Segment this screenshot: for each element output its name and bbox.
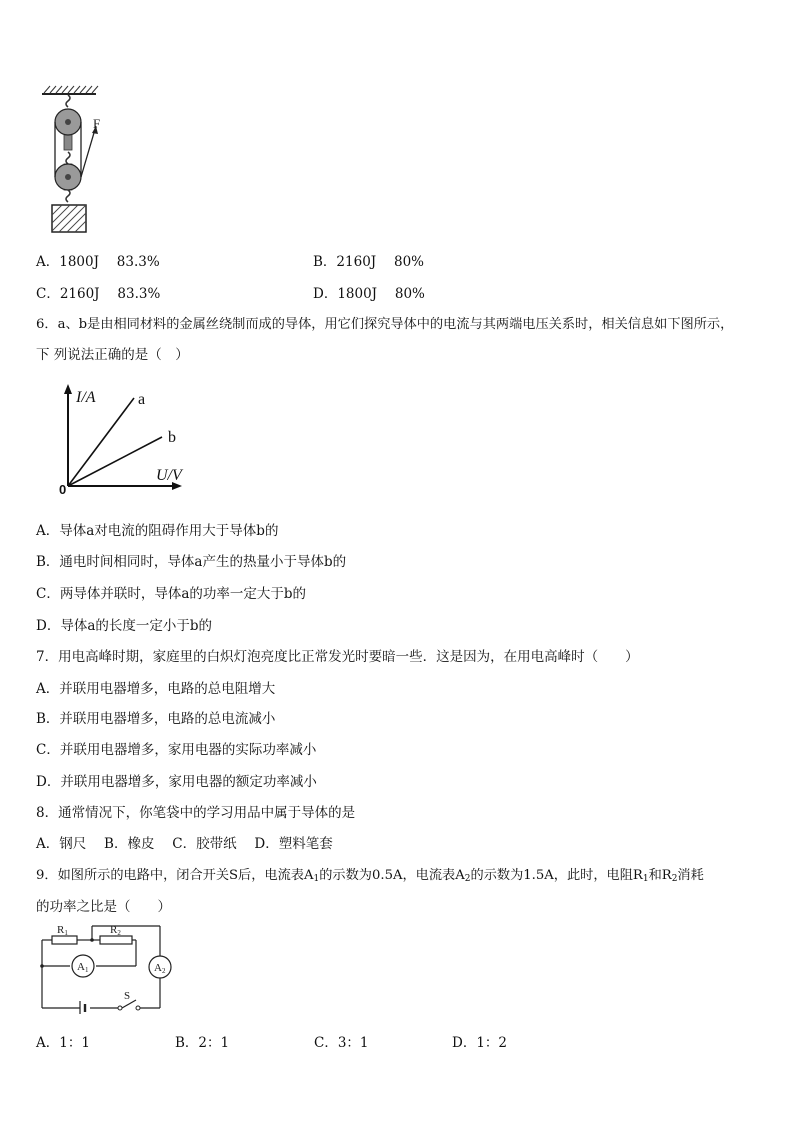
q9-option-b[interactable]: B．2：1 [175, 1035, 230, 1051]
q6-option-d[interactable]: D．导体a的长度一定小于b的 [36, 618, 213, 634]
force-label: F [93, 116, 101, 131]
q7-option-b[interactable]: B．并联用电器增多，电路的总电流减小 [36, 711, 276, 727]
q6-stem-line1: 6．a、b是由相同材料的金属丝绕制而成的导体，用它们探究导体中的电流与其两端电压关系时，相关信息如下图所示， [36, 317, 734, 332]
q5-option-d[interactable]: D．1800J 80% [313, 286, 425, 302]
origin-label: 0 [59, 482, 67, 497]
r1-label: R1 [57, 924, 68, 937]
q5-option-b[interactable]: B．2160J 80% [313, 254, 424, 270]
q9-stem-line1: 9．如图所示的电路中，闭合开关S后，电流表$A_1$的示数为0.5A，电流表$A_2$的示数为1.5A，此时，电阻$R_1$和$R_2$消耗 [36, 868, 704, 884]
q7-option-c[interactable]: C．并联用电器增多，家用电器的实际功率减小 [36, 742, 317, 758]
r2-label: R2 [110, 924, 121, 937]
q7-stem: 7．用电高峰时期，家庭里的白炽灯泡亮度比正常发光时要暗一些．这是因为，在用电高峰时（ ） [36, 649, 639, 665]
q8-option-b[interactable]: B．橡皮 [104, 836, 155, 852]
q9-option-d[interactable]: D．1：2 [452, 1035, 508, 1051]
ammeter-a2-label: A2 [154, 962, 166, 975]
circuit-diagram [36, 922, 182, 1014]
q7-option-a[interactable]: A．并联用电器增多，电路的总电阻增大 [36, 681, 276, 697]
q9-stem-line2: 的功率之比是（ ） [36, 899, 171, 915]
ammeter-a1-label: A1 [77, 961, 89, 974]
q5-option-a[interactable]: A．1800J 83.3% [36, 254, 160, 270]
q6-option-c[interactable]: C．两导体并联时，导体a的功率一定大于b的 [36, 586, 307, 602]
x-axis-label: U/V [156, 467, 182, 484]
q6-stem-line2: 下 列说法正确的是（ ） [36, 347, 189, 363]
q9-option-a[interactable]: A．1：1 [36, 1035, 90, 1051]
q5-option-c[interactable]: C．2160J 83.3% [36, 286, 161, 302]
q6-option-b[interactable]: B．通电时间相同时，导体a产生的热量小于导体b的 [36, 554, 347, 570]
q8-option-d[interactable]: D．塑料笔套 [254, 836, 333, 852]
line-a-label: a [138, 391, 146, 408]
q7-option-d[interactable]: D．并联用电器增多，家用电器的额定功率减小 [36, 774, 317, 790]
line-b-label: b [168, 429, 176, 446]
q8-stem: 8．通常情况下，你笔袋中的学习用品中属于导体的是 [36, 805, 356, 821]
q9-option-c[interactable]: C．3：1 [314, 1035, 369, 1051]
iu-graph [56, 382, 196, 497]
q8-option-a[interactable]: A．钢尺 [36, 836, 87, 852]
q6-option-a[interactable]: A．导体a对电流的阻碍作用大于导体b的 [36, 523, 279, 539]
y-axis-label: I/A [76, 389, 96, 406]
pulley-figure [36, 82, 126, 234]
q8-option-c[interactable]: C．胶带纸 [172, 836, 237, 852]
q8-options [36, 832, 333, 852]
switch-label: S [124, 990, 131, 1002]
